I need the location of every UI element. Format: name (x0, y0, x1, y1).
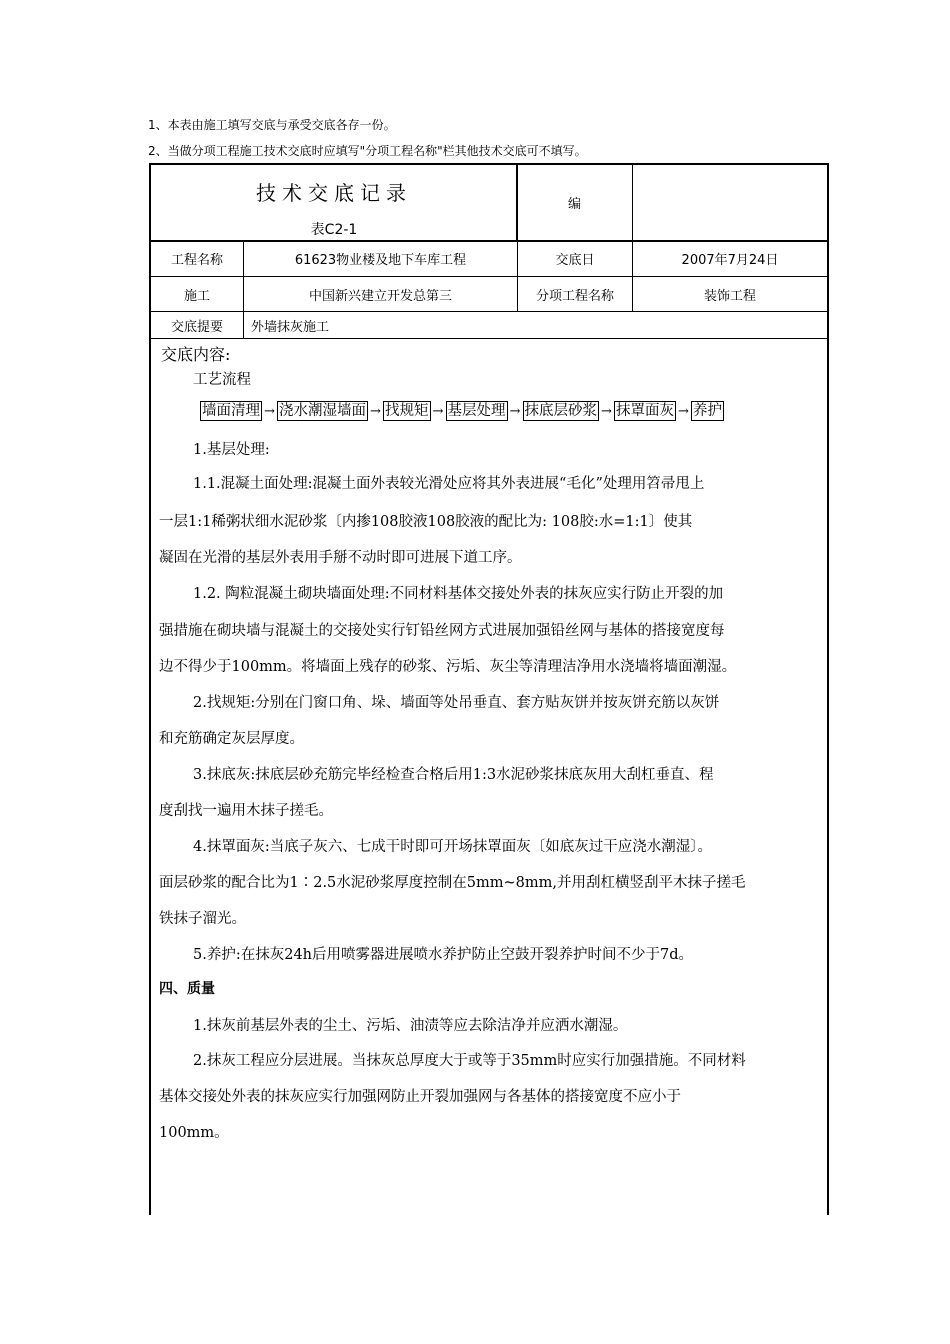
bian-label: 编 (567, 197, 581, 212)
paragraph-line: 3.抹底灰:抹底层砂充筋完毕经检查合格后用1:3水泥砂浆抹底灰用大刮杠垂直、程 (193, 767, 714, 783)
form-code: 表C2-1 (310, 222, 358, 238)
flow-step: 养护 (693, 403, 722, 419)
date-label: 交底日 (555, 253, 595, 268)
paragraph-line: 4.抹罩面灰:当底子灰六、七成干时即可开场抹罩面灰〔如底灰过干应浇水潮湿〕。 (193, 839, 712, 855)
paragraph-line: 度刮找一遍用木抹子搓毛。 (159, 803, 333, 819)
arrow-icon: → (264, 403, 275, 419)
construction-label: 施工 (183, 288, 210, 304)
arrow-icon: → (432, 403, 444, 419)
process-flow (200, 401, 724, 421)
flow-step: 找规矩 (385, 403, 429, 419)
summary-label: 交底提要 (170, 319, 223, 335)
subitem-value: 装饰工程 (703, 288, 756, 304)
quality-heading: 四、质量 (159, 981, 215, 997)
flow-step: 墙面清理 (202, 403, 260, 419)
paragraph-line: 一层1:1稀粥状细水泥砂浆〔内掺108胶液108胶液的配比为: 108胶:水=1:1〕使其 (159, 514, 693, 530)
note-2: 2、当做分项工程施工技术交底时应填写"分项工程名称"栏其他技术交底可不填写。 (148, 144, 587, 158)
disclosure-record-form (149, 163, 829, 1215)
paragraph-line: 2.找规矩:分别在门窗口角、垛、墙面等处吊垂直、套方贴灰饼并按灰饼充筋以灰饼 (193, 695, 720, 711)
paragraph-line: 强措施在砌块墙与混凝土的交接处实行钉铅丝网方式进展加强铅丝网与基体的搭接宽度每 (159, 623, 725, 639)
paragraph-line: 5.养护:在抹灰24h后用喷雾器进展喷水养护防止空鼓开裂养护时间不少于7d。 (193, 947, 694, 963)
subitem-label: 分项工程名称 (535, 288, 614, 304)
paragraph-line: 面层砂浆的配合比为1∶2.5水泥砂浆厚度控制在5mm~8mm,并用刮杠横竖刮平木抹子搓毛 (159, 875, 746, 891)
arrow-icon: → (509, 403, 521, 419)
paragraph-line: 铁抹子溜光。 (159, 911, 246, 927)
arrow-icon: → (601, 403, 612, 419)
project-name-value: 61623物业楼及地下车库工程 (294, 253, 467, 268)
flow-step: 浇水潮湿墙面 (279, 403, 366, 419)
arrow-icon: → (370, 403, 381, 419)
paragraph-line: 边不得少于100mm。将墙面上残存的砂浆、污垢、灰尘等清理洁净用水浇墙将墙面潮湿。 (159, 659, 737, 675)
paragraph-line: 100mm。 (159, 1125, 229, 1141)
note-1: 1、本表由施工填写交底与承受交底各存一份。 (148, 118, 396, 132)
form-title: 技术交底记录 (256, 181, 412, 205)
flow-step: 抹罩面灰 (616, 403, 674, 419)
paragraph-line: 1.2. 陶粒混凝土砌块墙面处理:不同材料基体交接处外表的抹灰应实行防止开裂的加 (193, 586, 724, 602)
construction-value: 中国新兴建立开发总第三 (308, 288, 452, 304)
flow-step: 抹底层砂浆 (524, 403, 597, 419)
date-value: 2007年7月24日 (681, 253, 779, 268)
paragraph-line: 1.基层处理: (193, 442, 270, 458)
summary-value: 外墙抹灰施工 (251, 319, 330, 335)
arrow-icon: → (678, 403, 689, 419)
project-name-label: 工程名称 (170, 253, 223, 268)
flow-step: 基层处理 (447, 403, 506, 419)
process-title: 工艺流程 (193, 372, 251, 388)
content-area (159, 165, 819, 1215)
content-heading: 交底内容: (161, 345, 231, 364)
paragraph-line: 1.1.混凝土面处理:混凝土面外表较光滑处应将其外表进展“毛化”处理用笤帚甩上 (193, 476, 705, 492)
paragraph-line: 基体交接处外表的抹灰应实行加强网防止开裂加强网与各基体的搭接宽度不应小于 (159, 1089, 681, 1105)
paragraph-line: 1.抹灰前基层外表的尘土、污垢、油渍等应去除洁净并应洒水潮湿。 (193, 1018, 628, 1034)
paragraph-line: 凝固在光滑的基层外表用手掰不动时即可进展下道工序。 (159, 550, 522, 566)
paragraph-line: 2.抹灰工程应分层进展。当抹灰总厚度大于或等于35mm时应实行加强措施。不同材料 (193, 1053, 746, 1069)
paragraph-line: 和充筋确定灰层厚度。 (159, 731, 304, 747)
